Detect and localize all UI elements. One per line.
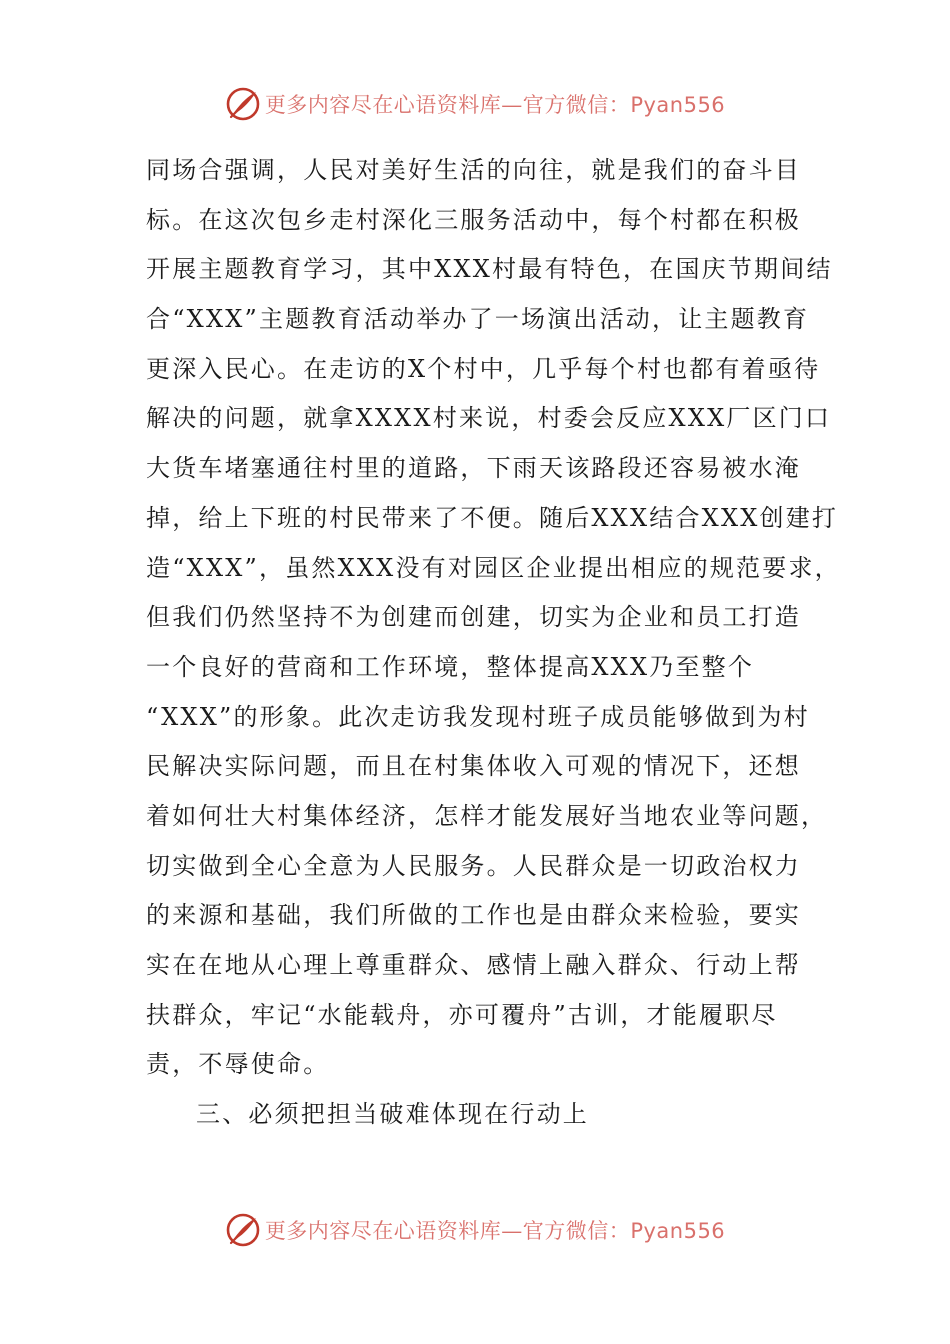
body-line: 更深入民心。在走访的X个村中，几乎每个村也都有着亟待 bbox=[146, 354, 821, 383]
footer-banner-handle: Pyan556 bbox=[630, 1219, 726, 1243]
body-line: 一个良好的营商和工作环境，整体提高XXX乃至整个 bbox=[146, 652, 755, 681]
body-line: 责，不辱使命。 bbox=[146, 1050, 330, 1079]
footer-banner bbox=[0, 1210, 950, 1250]
body-line: 开展主题教育学习，其中XXX村最有特色，在国庆节期间结 bbox=[146, 255, 833, 284]
section-heading: 三、必须把担当破难体现在行动上 bbox=[196, 1100, 589, 1129]
body-line: 着如何壮大村集体经济，怎样才能发展好当地农业等问题， bbox=[146, 801, 828, 830]
body-line: 掉，给上下班的村民带来了不便。随后XXX结合XXX创建打 bbox=[146, 503, 839, 532]
quill-logo-icon bbox=[225, 1212, 261, 1248]
body-line: 造“XXX”，虽然XXX没有对园区企业提出相应的规范要求， bbox=[146, 553, 841, 582]
header-banner-label: 更多内容尽在心语资料库—官方微信： bbox=[264, 93, 631, 117]
footer-banner-label: 更多内容尽在心语资料库—官方微信： bbox=[264, 1219, 631, 1243]
body-line: 切实做到全心全意为人民服务。人民群众是一切政治权力 bbox=[146, 851, 801, 880]
body-line: 同场合强调，人民对美好生活的向往，就是我们的奋斗目 bbox=[146, 156, 801, 184]
header-banner-handle: Pyan556 bbox=[630, 93, 726, 117]
quill-logo-icon bbox=[225, 86, 261, 122]
body-line: 合“XXX”主题教育活动举办了一场演出活动，让主题教育 bbox=[146, 305, 810, 334]
document-body bbox=[146, 146, 841, 1140]
body-line: 实在在地从心理上尊重群众、感情上融入群众、行动上帮 bbox=[146, 951, 801, 979]
body-line: 的来源和基础，我们所做的工作也是由群众来检验，要实 bbox=[146, 901, 801, 930]
body-line: “XXX”的形象。此次走访我发现村班子成员能够做到为村 bbox=[146, 702, 810, 731]
header-banner-text bbox=[265, 89, 725, 119]
footer-banner-text bbox=[265, 1215, 725, 1245]
body-line: 大货车堵塞通往村里的道路，下雨天该路段还容易被水淹 bbox=[146, 454, 801, 483]
body-line: 民解决实际问题，而且在村集体收入可观的情况下，还想 bbox=[146, 752, 801, 781]
body-line: 但我们仍然坚持不为创建而创建，切实为企业和员工打造 bbox=[146, 603, 801, 632]
body-line: 扶群众，牢记“水能载舟，亦可覆舟”古训，才能履职尽 bbox=[146, 1000, 778, 1029]
header-banner bbox=[0, 84, 950, 124]
body-line: 解决的问题，就拿XXXX村来说，村委会反应XXX厂区门口 bbox=[146, 404, 832, 433]
body-line: 标。在这次包乡走村深化三服务活动中，每个村都在积极 bbox=[146, 205, 801, 234]
